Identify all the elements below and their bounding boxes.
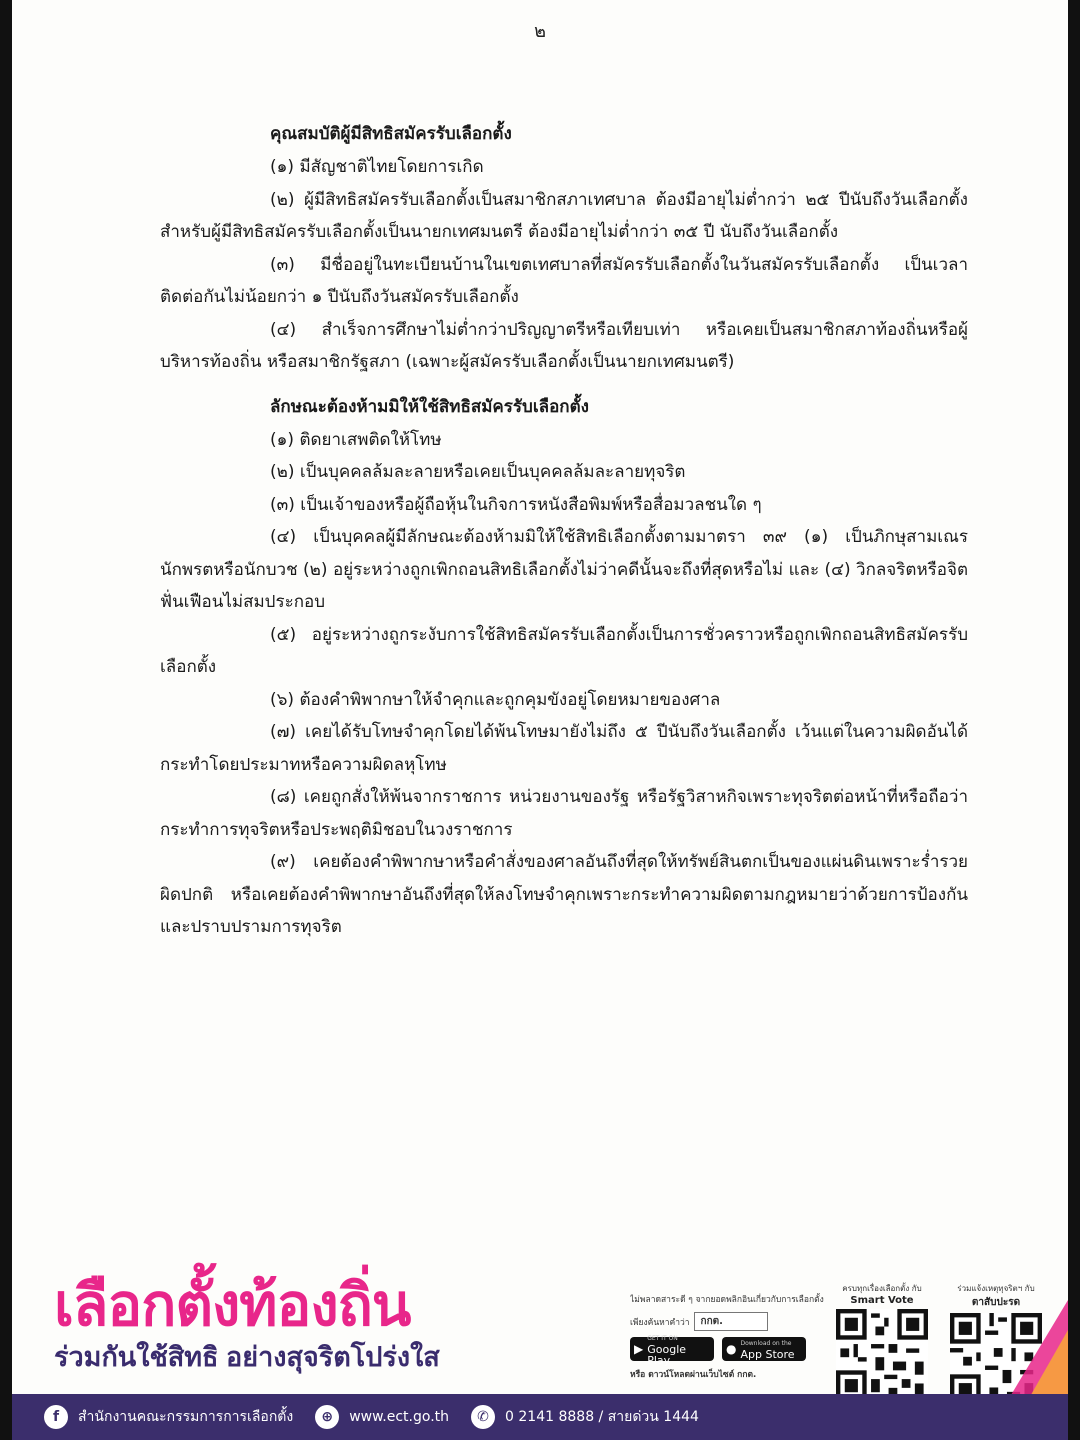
website-text: www.ect.go.th [349,1409,450,1425]
qr-caption: ร่วมแจ้งเหตุทุจริตฯ กับ [957,1284,1035,1293]
prohibition-item: (๓) เป็นเจ้าของหรือผู้ถือหุ้นในกิจการหนังสือพิมพ์หรือสื่อมวลชนใด ๆ [270,494,762,515]
campaign-logo-title: เลือกตั้งท้องถิ่น [54,1273,411,1338]
promo-text: ไม่พลาดสาระดี ๆ จากยอดพลิกอินเกี่ยวกับการเลือกตั้ง [630,1295,824,1305]
prohibitions-heading: ลักษณะต้องห้ามมิให้ใช้สิทธิสมัครรับเลือกตั้ง [270,396,589,417]
apple-icon: ● [726,1342,737,1356]
globe-icon: ⊕ [315,1405,339,1429]
campaign-logo-subtitle: ร่วมกันใช้สิทธิ อย่างสุจริตโปร่งใส [54,1342,440,1372]
footer-contact-bar [12,1394,1068,1440]
google-play-label: Google Play [647,1342,687,1367]
prohibition-item: (๖) ต้องคำพิพากษาให้จำคุกและถูกคุมขังอยู่โดยหมายของศาล [270,689,721,710]
prohibition-item: (๑) ติดยาเสพติดให้โทษ [270,429,442,450]
org-name: สำนักงานคณะกรรมการการเลือกตั้ง [78,1409,294,1425]
document-body [160,118,968,944]
decorative-stripe [1008,1300,1068,1400]
search-box: กกต. [694,1312,768,1331]
phone-text: 0 2141 8888 / สายด่วน 1444 [505,1409,699,1425]
phone-icon: ✆ [471,1405,495,1429]
app-store-badge[interactable] [722,1337,806,1361]
qualification-item: (๓) มีชื่ออยู่ในทะเบียนบ้านในเขตเทศบาลที่สมัครรับเลือกตั้งในวันสมัครรับเลือกตั้ง เป็นเวลาติดต่อกันไม่น้อยกว่า ๑ ปีนับถึงวันสมัครรับเลือกตั้ง [160,254,968,307]
search-hint [630,1312,830,1331]
qr-name: Smart Vote [850,1295,914,1306]
qr-name: ตาสับปะรด [971,1297,1021,1308]
document-page [12,0,1068,1440]
prohibition-item: (๘) เคยถูกสั่งให้พ้นจากราชการ หน่วยงานของรัฐ หรือรัฐวิสาหกิจเพราะทุจริตต่อหน้าที่หรือถือว่ากระทำการทุจริตหรือประพฤติมิชอบในวงราชการ [160,787,968,840]
qualification-item: (๔) สำเร็จการศึกษาไม่ต่ำกว่าปริญญาตรีหรือเทียบเท่า หรือเคยเป็นสมาชิกสภาท้องถิ่นหรือผู้บริหารท้องถิ่น หรือสมาชิกรัฐสภา (เฉพาะผู้สมัครรับเลือกตั้งเป็นนายกเทศมนตรี) [160,319,968,372]
app-store-label: App Store [740,1348,795,1361]
prohibition-item: (๕) อยู่ระหว่างถูกระงับการใช้สิทธิสมัครรับเลือกตั้งเป็นการชั่วคราวหรือถูกเพิกถอนสิทธิสมัครรับเลือกตั้ง [160,624,968,677]
app-store-small: Download on the [740,1340,792,1347]
qualification-item: (๒) ผู้มีสิทธิสมัครรับเลือกตั้งเป็นสมาชิกสภาเทศบาล ต้องมีอายุไม่ต่ำกว่า ๒๕ ปีนับถึงวันเลือกตั้ง สำหรับผู้มีสิทธิสมัครรับเลือกตั้งเป็นนายกเทศมนตรี ต้องมีอายุไม่ต่ำกว่า ๓๕ ปี นับถึงวันเลือกตั้ง [160,189,968,242]
page-number: ๒ [534,21,546,42]
prohibition-item: (๗) เคยได้รับโทษจำคุกโดยได้พ้นโทษมายังไม่ถึง ๕ ปีนับถึงวันเลือกตั้ง เว้นแต่ในความผิดอันได้กระทำโดยประมาทหรือความผิดลหุโทษ [160,722,968,775]
store-badges [630,1334,830,1367]
prohibition-item: (๙) เคยต้องคำพิพากษาหรือคำสั่งของศาลอันถึงที่สุดให้ทรัพย์สินตกเป็นของแผ่นดินเพราะร่ำรวยผิดปกติ หรือเคยต้องคำพิพากษาอันถึงที่สุดให้ลงโทษจำคุกเพราะกระทำความผิดตามกฎหมายว่าด้วยการป้องกันและปราบปรามการทุจริต [160,852,968,937]
app-promo [630,1292,830,1381]
website-link[interactable] [315,1405,449,1429]
search-label: เพียงค้นหาคำว่า [630,1317,690,1328]
prohibition-item: (๒) เป็นบุคคลล้มละลายหรือเคยเป็นบุคคลล้มละลายทุจริต [270,462,686,482]
facebook-icon: f [44,1405,68,1429]
qualifications-heading: คุณสมบัติผู้มีสิทธิสมัครรับเลือกตั้ง [270,124,512,144]
smart-vote-qr-block [834,1282,930,1401]
prohibition-item: (๔) เป็นบุคคลผู้มีลักษณะต้องห้ามมิให้ใช้สิทธิเลือกตั้งตามมาตรา ๓๙ (๑) เป็นภิกษุสามเณร นักพรตหรือนักบวช (๒) อยู่ระหว่างถูกเพิกถอนสิทธิเลือกตั้งไม่ว่าคดีนั้นจะถึงที่สุดหรือไม่ และ (๔) วิกลจริตหรือจิตฟั่นเฟือนไม่สมประกอบ [160,527,968,612]
smart-vote-qr-code[interactable] [836,1309,928,1401]
phone-link[interactable] [471,1405,699,1429]
facebook-link[interactable] [44,1405,293,1429]
qualification-item: (๑) มีสัญชาติไทยโดยการเกิด [270,157,484,177]
download-note: หรือ ดาวน์โหลดผ่านเว็บไซต์ กกต. [630,1370,757,1380]
google-play-icon: ▶ [634,1342,644,1356]
qr-caption: ครบทุกเรื่องเลือกตั้ง กับ [842,1284,922,1293]
google-play-small: GET IT ON [647,1334,678,1342]
google-play-badge[interactable] [630,1334,714,1367]
